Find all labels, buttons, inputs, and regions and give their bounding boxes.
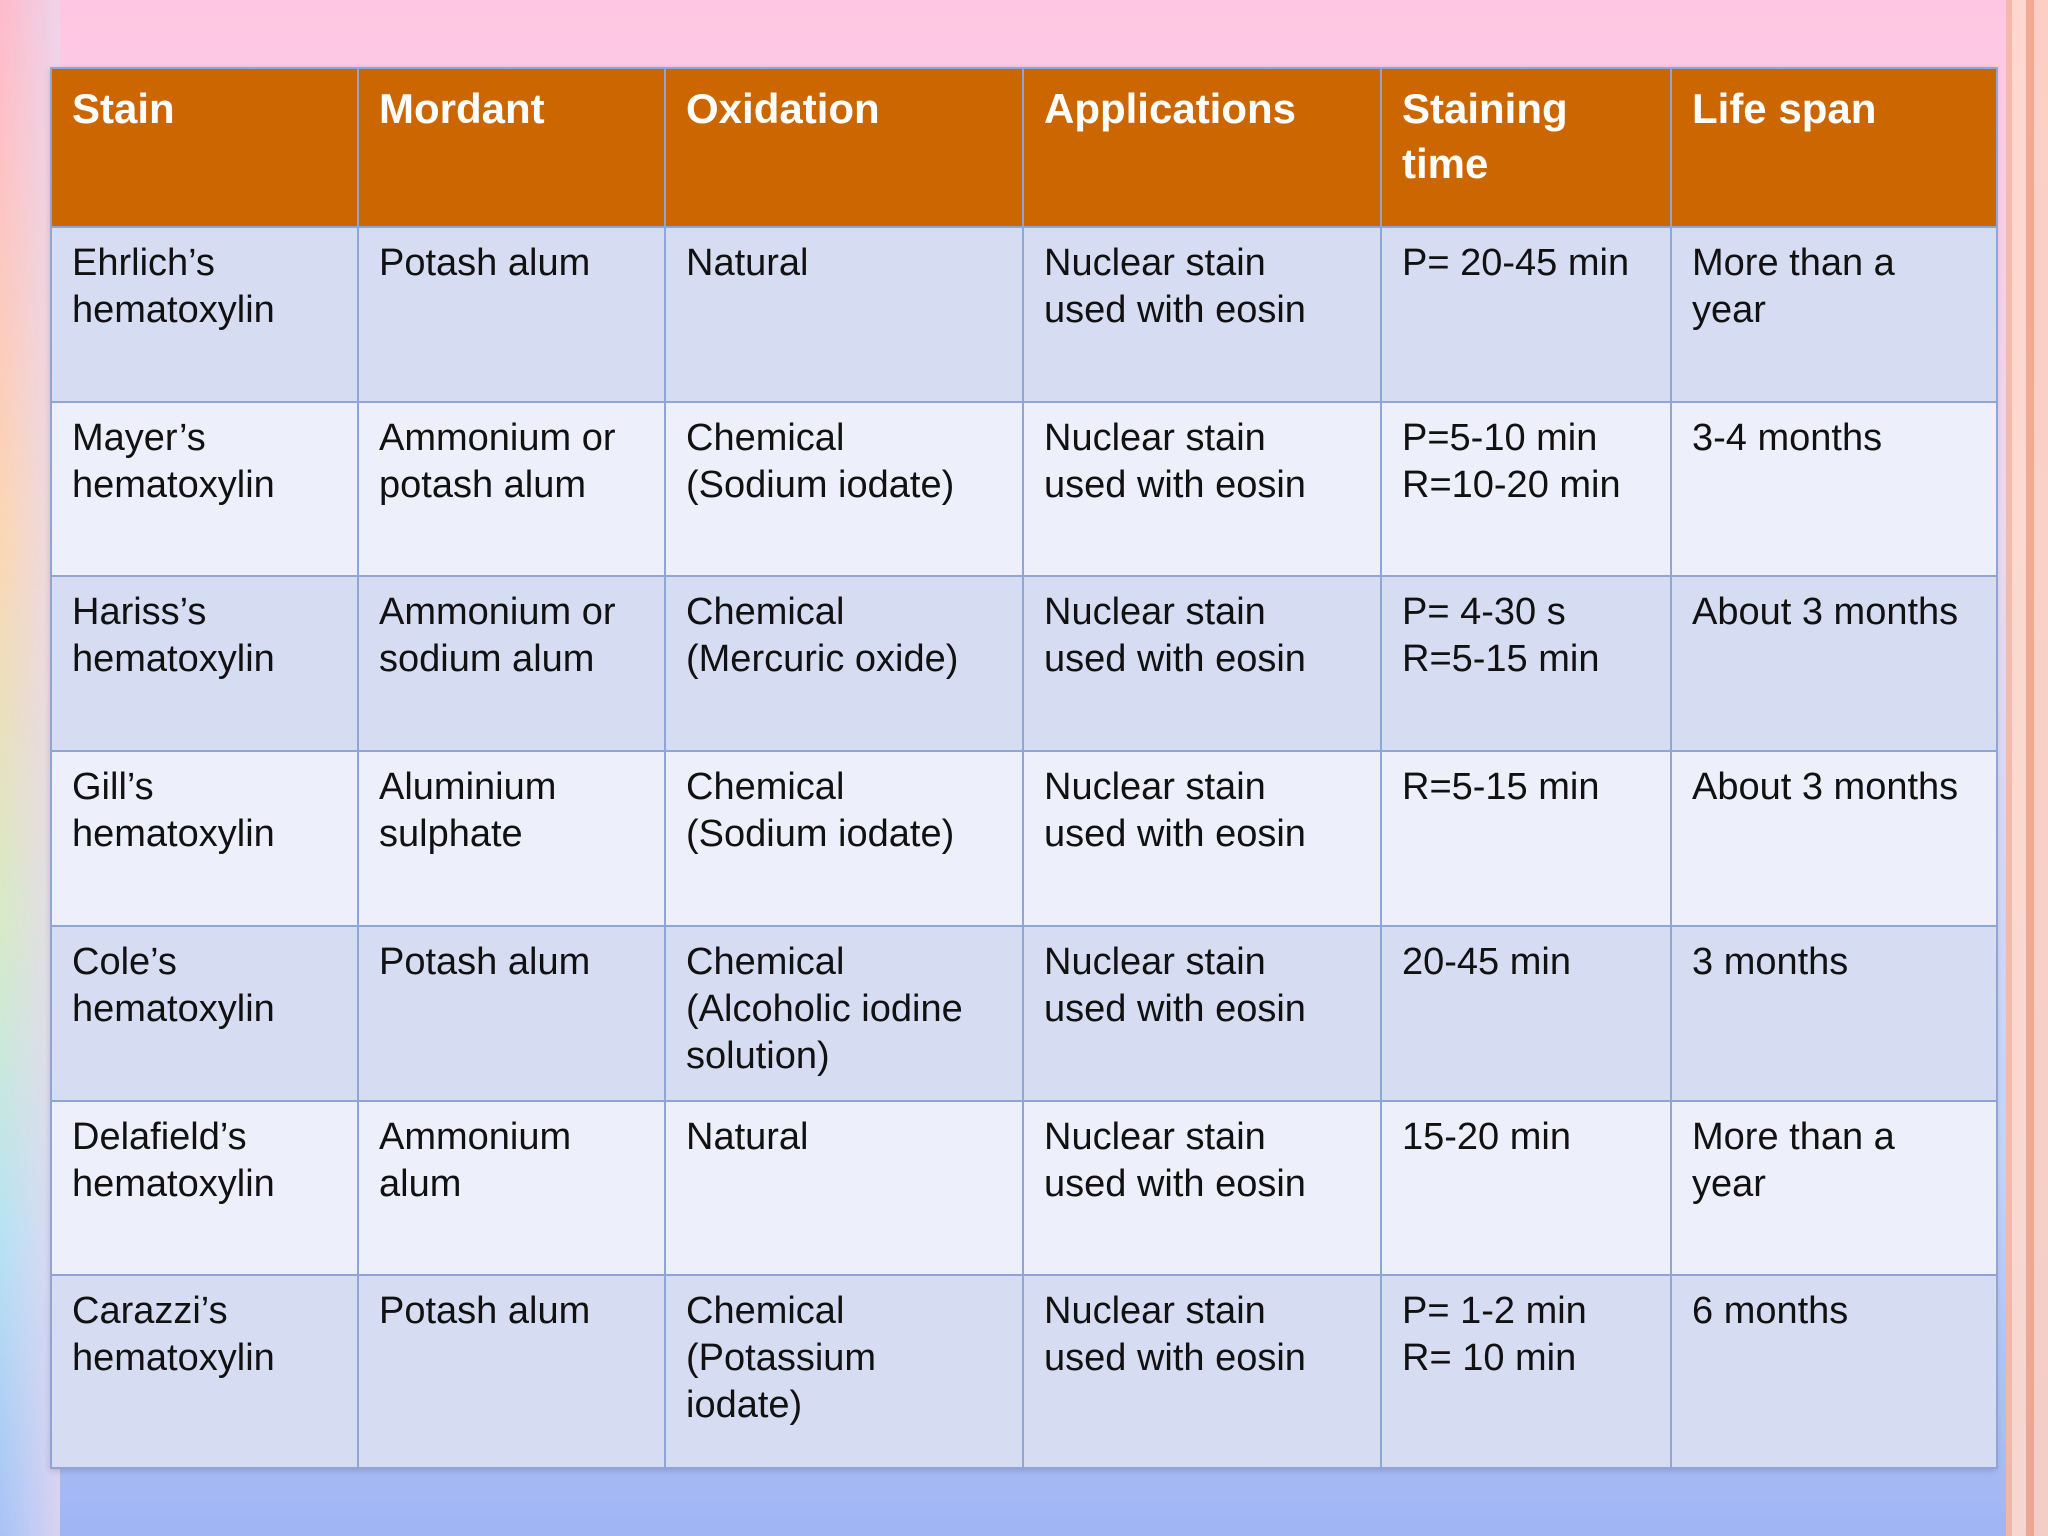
cell-oxidation: Chemical (Potassium iodate) (665, 1275, 1023, 1468)
header-stain: Stain (51, 68, 358, 227)
hematoxylin-stains-table (50, 67, 1998, 1469)
cell-applications: Nuclear stain used with eosin (1023, 402, 1381, 577)
cell-stain: Mayer’s hematoxylin (51, 402, 358, 577)
cell-stain: Delafield’s hematoxylin (51, 1101, 358, 1276)
cell-life-span: 3-4 months (1671, 402, 1997, 577)
cell-life-span: About 3 months (1671, 576, 1997, 751)
cell-mordant: Aluminium sulphate (358, 751, 665, 926)
cell-applications: Nuclear stain used with eosin (1023, 576, 1381, 751)
cell-staining-time: P= 1-2 min R= 10 min (1381, 1275, 1671, 1468)
cell-life-span: More than a year (1671, 1101, 1997, 1276)
cell-mordant: Ammonium or potash alum (358, 402, 665, 577)
cell-staining-time: P= 4-30 s R=5-15 min (1381, 576, 1671, 751)
cell-oxidation: Chemical (Sodium iodate) (665, 751, 1023, 926)
cell-stain: Cole’s hematoxylin (51, 926, 358, 1101)
cell-staining-time: 15-20 min (1381, 1101, 1671, 1276)
cell-applications: Nuclear stain used with eosin (1023, 751, 1381, 926)
cell-oxidation: Chemical (Mercuric oxide) (665, 576, 1023, 751)
table-row (51, 926, 1997, 1101)
cell-mordant: Ammonium alum (358, 1101, 665, 1276)
cell-life-span: About 3 months (1671, 751, 1997, 926)
table-row (51, 576, 1997, 751)
cell-staining-time: 20-45 min (1381, 926, 1671, 1101)
table-row (51, 751, 1997, 926)
cell-stain: Ehrlich’s hematoxylin (51, 227, 358, 402)
header-staining-time: Staining time (1381, 68, 1671, 227)
table-body (51, 227, 1997, 1468)
cell-staining-time: R=5-15 min (1381, 751, 1671, 926)
cell-oxidation: Chemical (Alcoholic iodine solution) (665, 926, 1023, 1101)
cell-applications: Nuclear stain used with eosin (1023, 1275, 1381, 1468)
cell-mordant: Potash alum (358, 1275, 665, 1468)
cell-applications: Nuclear stain used with eosin (1023, 227, 1381, 402)
cell-oxidation: Natural (665, 227, 1023, 402)
cell-oxidation: Chemical (Sodium iodate) (665, 402, 1023, 577)
cell-oxidation: Natural (665, 1101, 1023, 1276)
table-row (51, 1275, 1997, 1468)
cell-applications: Nuclear stain used with eosin (1023, 926, 1381, 1101)
cell-stain: Hariss’s hematoxylin (51, 576, 358, 751)
hematoxylin-table-container (50, 67, 1996, 1469)
header-oxidation: Oxidation (665, 68, 1023, 227)
table-header (51, 68, 1997, 227)
cell-applications: Nuclear stain used with eosin (1023, 1101, 1381, 1276)
cell-stain: Gill’s hematoxylin (51, 751, 358, 926)
cell-life-span: 3 months (1671, 926, 1997, 1101)
table-row (51, 402, 1997, 577)
header-mordant: Mordant (358, 68, 665, 227)
table-row (51, 227, 1997, 402)
cell-stain: Carazzi’s hematoxylin (51, 1275, 358, 1468)
cell-mordant: Potash alum (358, 227, 665, 402)
header-life-span: Life span (1671, 68, 1997, 227)
header-row (51, 68, 1997, 227)
header-applications: Applications (1023, 68, 1381, 227)
cell-life-span: 6 months (1671, 1275, 1997, 1468)
cell-staining-time: P=5-10 min R=10-20 min (1381, 402, 1671, 577)
cell-life-span: More than a year (1671, 227, 1997, 402)
cell-staining-time: P= 20-45 min (1381, 227, 1671, 402)
cell-mordant: Potash alum (358, 926, 665, 1101)
table-row (51, 1101, 1997, 1276)
cell-mordant: Ammonium or sodium alum (358, 576, 665, 751)
